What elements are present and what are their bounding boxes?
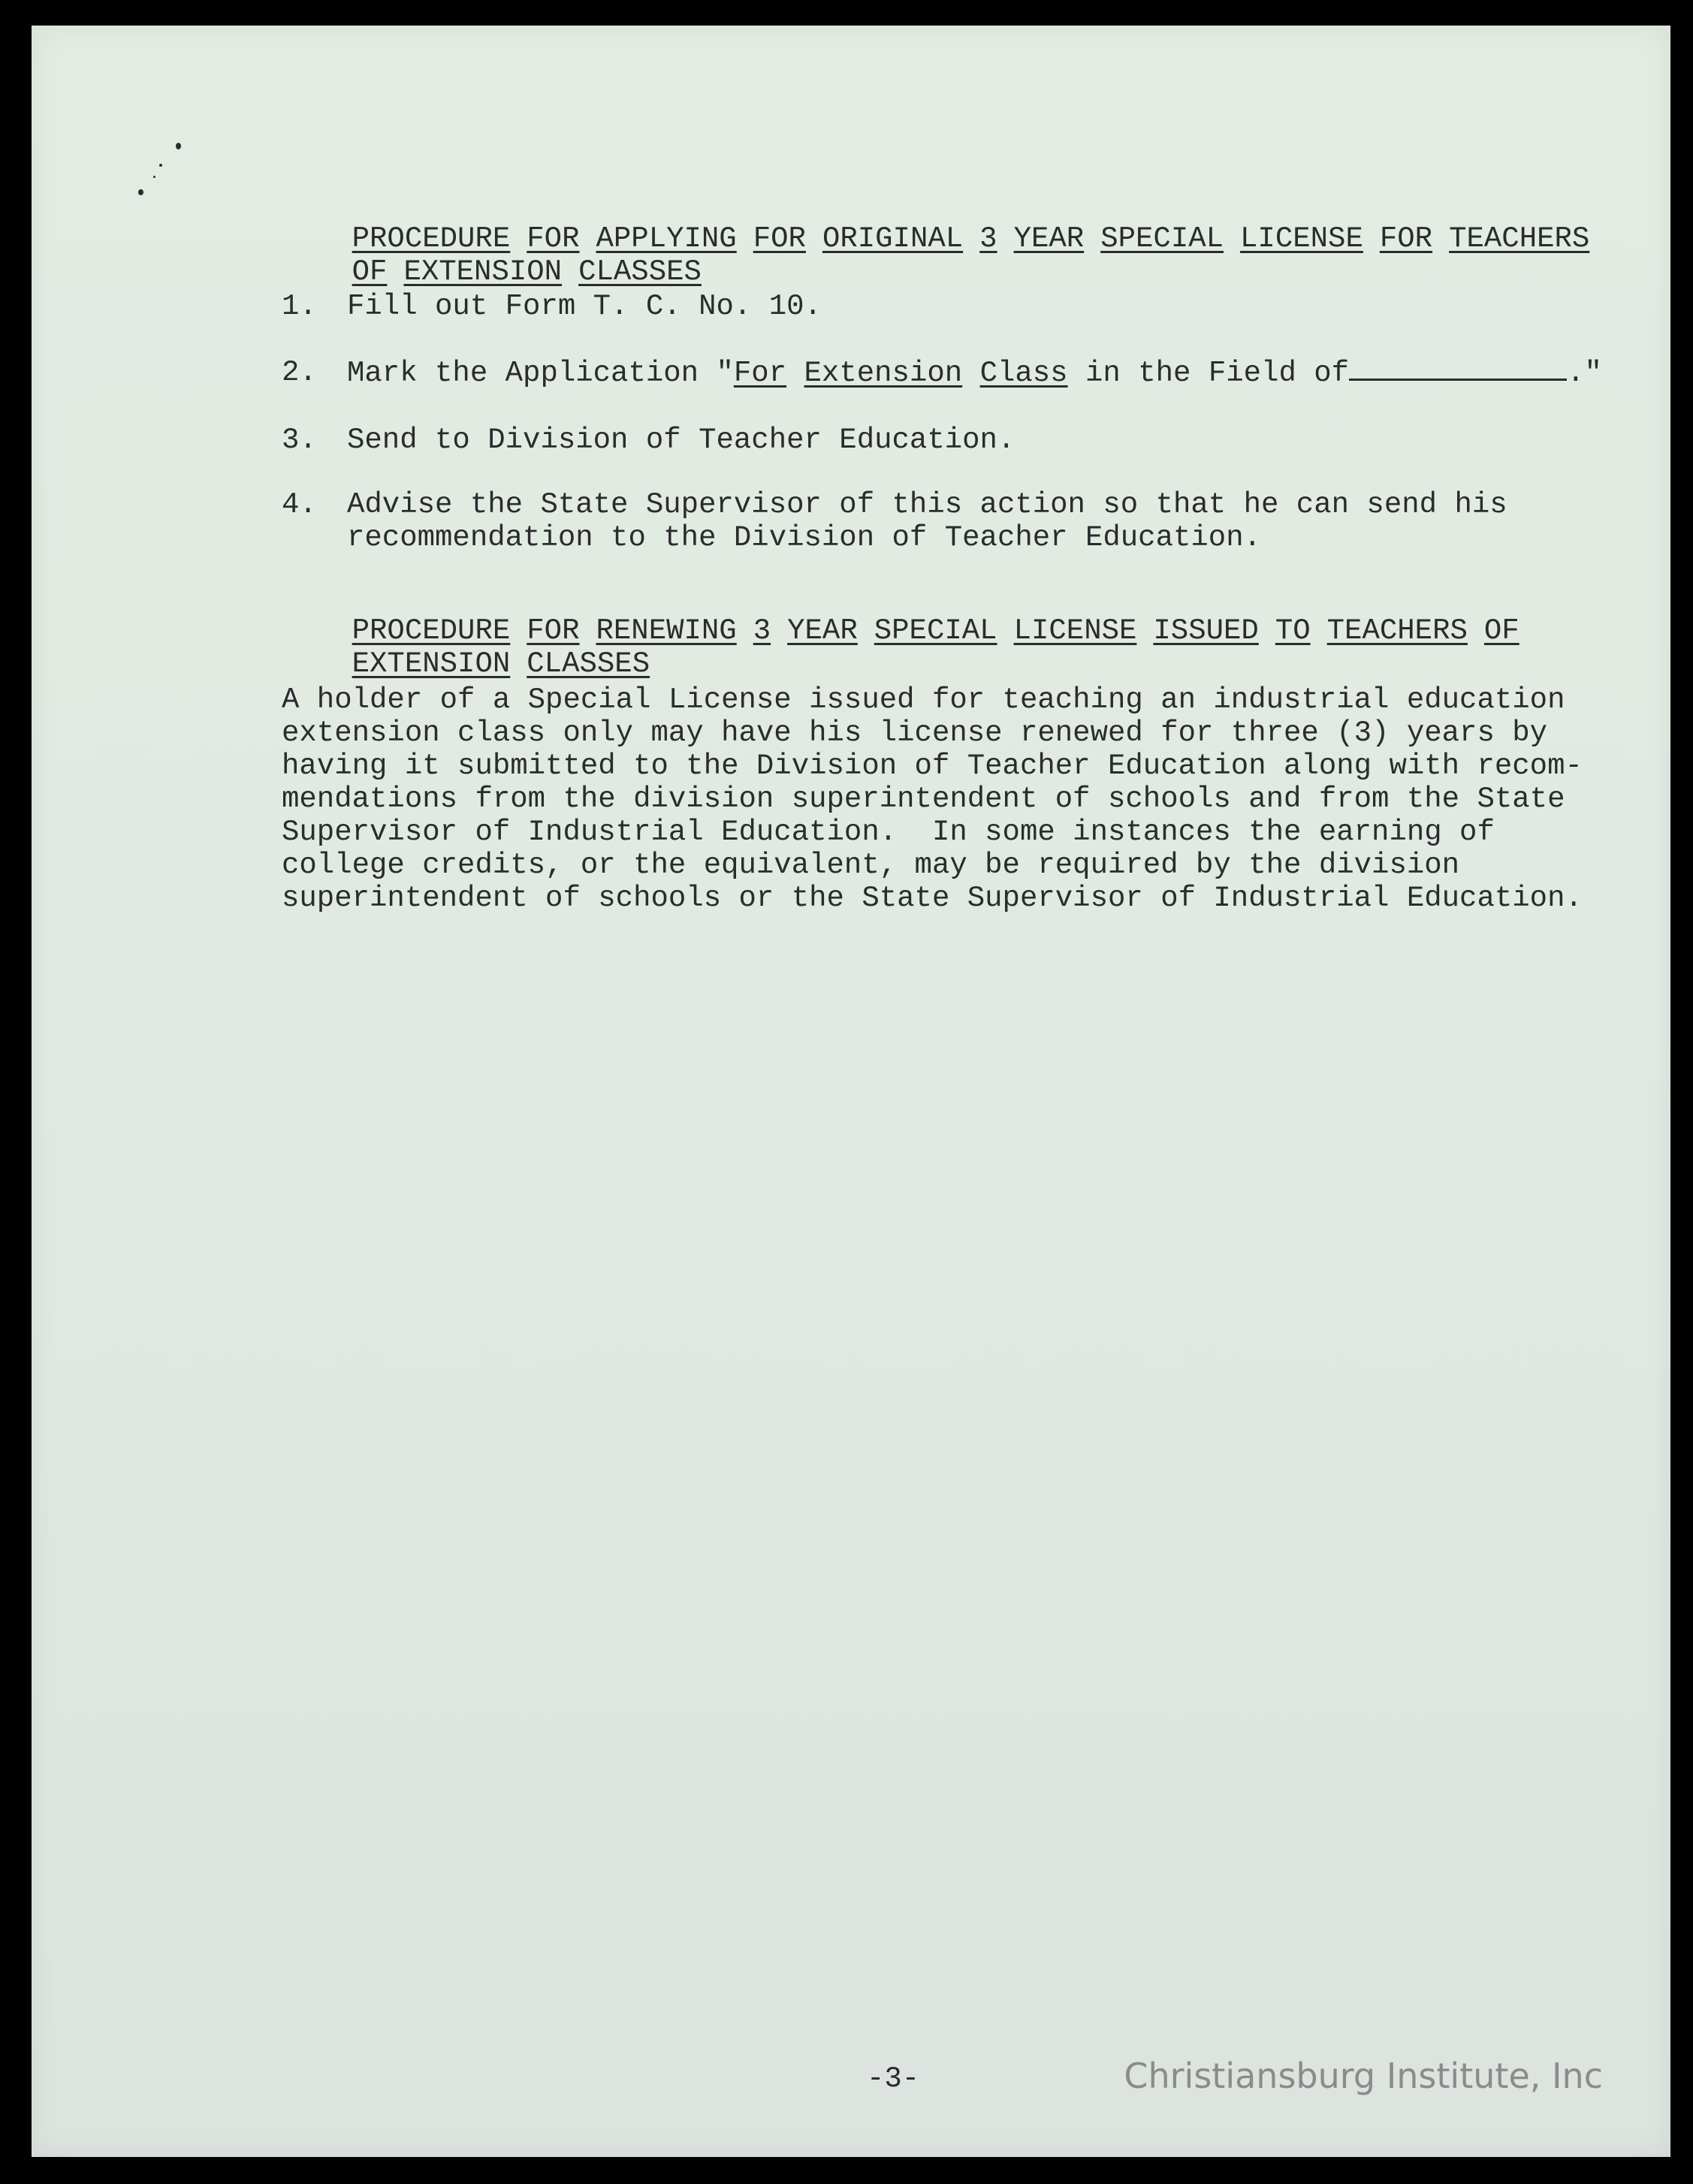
heading-word: OF xyxy=(1483,614,1519,647)
heading-word: TEACHERS xyxy=(1449,222,1590,255)
fill-in-blank xyxy=(1349,356,1567,381)
heading-word: FOR xyxy=(753,222,806,255)
heading-word: APPLYING xyxy=(596,222,737,255)
heading-word: FOR xyxy=(1379,222,1433,255)
heading-word: YEAR xyxy=(1013,222,1085,255)
list-item-number: 3. xyxy=(282,424,317,457)
page-number: -3- xyxy=(867,2062,920,2095)
list-item-text: Advise the State Supervisor of this action so that he can send his xyxy=(347,488,1507,521)
list-item-number: 4. xyxy=(282,488,317,521)
heading-word: 3 xyxy=(753,614,771,647)
list-item-number: 2. xyxy=(282,356,317,389)
item-text-before: Mark the Application " xyxy=(347,357,734,390)
heading-word: TEACHERS xyxy=(1326,614,1468,647)
paragraph-line: Supervisor of Industrial Education. In some instances the earning of xyxy=(282,816,1495,849)
heading-word: PROCEDURE xyxy=(352,614,511,647)
heading-word: CLASSES xyxy=(527,647,650,680)
heading-word: CLASSES xyxy=(578,255,702,288)
paragraph-line: having it submitted to the Division of Teacher Education along with recom- xyxy=(282,750,1583,783)
underlined-word: For xyxy=(733,357,787,390)
list-item-text: Fill out Form T. C. No. 10. xyxy=(347,290,822,323)
document-page xyxy=(32,26,1670,2157)
underlined-word: Class xyxy=(979,357,1068,390)
heading-word: RENEWING xyxy=(596,614,737,647)
heading-word: ISSUED xyxy=(1153,614,1259,647)
paragraph-line: extension class only may have his license renewed for three (3) years by xyxy=(282,716,1548,750)
list-item-number: 1. xyxy=(282,290,317,323)
paragraph-line: college credits, or the equivalent, may be required by the division xyxy=(282,849,1460,882)
item-text-end: ." xyxy=(1567,357,1602,390)
heading-word: 3 xyxy=(979,222,997,255)
heading-word: YEAR xyxy=(787,614,858,647)
paragraph-line: superintendent of schools or the State Supervisor of Industrial Education. xyxy=(282,882,1583,915)
list-item-text: Send to Division of Teacher Education. xyxy=(347,424,1015,457)
heading-word: LICENSE xyxy=(1013,614,1137,647)
heading-word: SPECIAL xyxy=(874,614,997,647)
heading-word: PROCEDURE xyxy=(352,222,511,255)
underlined-word: Extension xyxy=(804,357,963,390)
watermark: Christiansburg Institute, Inc xyxy=(1124,2056,1603,2096)
heading-word: FOR xyxy=(527,222,580,255)
list-item-text-cont: recommendation to the Division of Teacher Education. xyxy=(347,521,1261,554)
heading-word: SPECIAL xyxy=(1100,222,1224,255)
heading-word: FOR xyxy=(527,614,580,647)
heading-word: LICENSE xyxy=(1240,222,1363,255)
heading-word: OF xyxy=(352,255,388,288)
paragraph-line: A holder of a Special License issued for teaching an industrial education xyxy=(282,683,1565,716)
heading-word: EXTENSION xyxy=(352,647,511,680)
item-text-after: in the Field of xyxy=(1067,357,1350,390)
paragraph-line: mendations from the division superintendent of schools and from the State xyxy=(282,783,1565,816)
heading-word: EXTENSION xyxy=(403,255,563,288)
heading-word: TO xyxy=(1275,614,1311,647)
heading-word: ORIGINAL xyxy=(822,222,964,255)
list-item-text xyxy=(347,356,1602,390)
